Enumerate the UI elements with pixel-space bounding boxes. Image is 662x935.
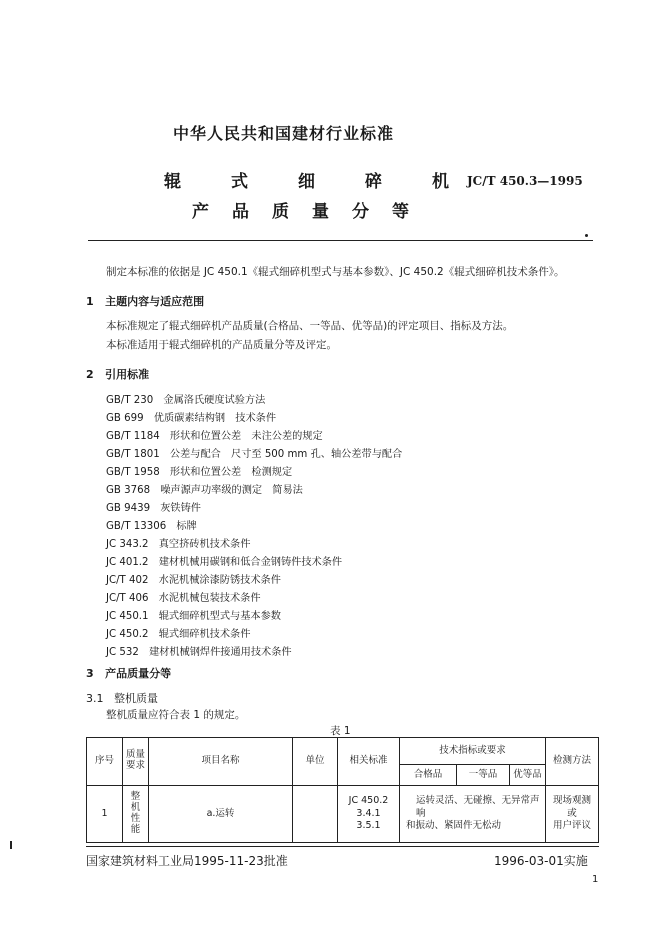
- intro-paragraph: 制定本标准的依据是 JC 450.1《辊式细碎机型式与基本参数》、JC 450.2《辊式细碎机技术条件》。: [106, 266, 565, 278]
- cell-unit: [293, 786, 338, 843]
- section-1-paragraph-2: 本标准适用于辊式细碎机的产品质量分等及评定。: [106, 339, 337, 351]
- section-3-heading: [86, 665, 171, 681]
- section-title: 主题内容与适应范围: [105, 295, 205, 308]
- reference-item: GB 699 优质碳素结构钢 技术条件: [106, 413, 277, 424]
- header-divider-dot: [585, 234, 588, 237]
- title-char: 质: [272, 202, 289, 222]
- page-number: 1: [592, 874, 599, 885]
- standard-org-title: 中华人民共和国建材行业标准: [173, 124, 395, 143]
- cell-std-line: 3.5.1: [356, 820, 381, 832]
- title-char: 辊: [164, 172, 181, 192]
- title-char: 分: [352, 202, 369, 222]
- section-number: 3: [86, 667, 94, 680]
- implementation-date: 1996-03-01实施: [494, 854, 588, 868]
- reference-item: JC 343.2 真空挤砖机技术条件: [106, 539, 251, 550]
- cell-tech-line: 和振动、紧固件无松动: [406, 820, 502, 832]
- title-char: 碎: [365, 172, 382, 192]
- reference-item: GB/T 1184 形状和位置公差 未注公差的规定: [106, 431, 323, 442]
- cell-req: [123, 786, 149, 843]
- cell-method: [546, 786, 599, 843]
- table-caption: 表 1: [330, 725, 351, 737]
- title-char: 机: [432, 172, 449, 192]
- reference-item: GB/T 230 金属洛氏硬度试验方法: [106, 395, 266, 406]
- reference-item: JC 401.2 建材机械用碳钢和低合金钢铸件技术条件: [106, 557, 343, 568]
- header-grade-pass: 合格品: [400, 765, 457, 786]
- cell-std: [338, 786, 400, 843]
- cell-method-line: 或: [567, 807, 577, 819]
- section-1-heading: [86, 293, 204, 309]
- subsection-number: 3.1: [86, 692, 104, 705]
- header-seq: 序号: [87, 738, 123, 786]
- margin-mark: [10, 841, 12, 849]
- title-char: 细: [298, 172, 315, 192]
- title-char: 等: [392, 202, 409, 222]
- cell-method-line: 用户评议: [553, 820, 592, 832]
- reference-item: GB/T 13306 标牌: [106, 521, 197, 532]
- reference-item: GB 9439 灰铁铸件: [106, 503, 201, 514]
- section-title: 引用标准: [105, 368, 150, 381]
- table-row: [87, 786, 599, 843]
- header-tech: 技术指标或要求: [400, 738, 546, 765]
- title-char: 品: [232, 202, 249, 222]
- section-number: 1: [86, 295, 94, 308]
- reference-item: JC/T 402 水泥机械涂漆防锈技术条件: [106, 575, 281, 586]
- cell-req-text: 整机性能: [130, 790, 141, 835]
- header-grade-excellent: 优等品: [510, 765, 546, 786]
- reference-item: JC 532 建材机械钢焊件接通用技术条件: [106, 647, 292, 658]
- header-unit: 单位: [293, 738, 338, 786]
- section-2-heading: [86, 366, 149, 382]
- cell-method-line: 现场观测: [553, 795, 592, 807]
- cell-std-line: 3.4.1: [356, 807, 381, 819]
- title-char: 式: [231, 172, 248, 192]
- cell-tech-line: 运转灵活、无碰擦、无异常声响: [416, 795, 540, 819]
- subsection-3-1-heading: [86, 690, 158, 706]
- header-std: 相关标准: [338, 738, 400, 786]
- title-char: 量: [312, 202, 329, 222]
- cell-item: a.运转: [149, 786, 293, 843]
- approval-note: 国家建筑材料工业局1995-11-23批准: [86, 854, 288, 868]
- footer-divider: [86, 846, 599, 847]
- subsection-3-1-text: 整机质量应符合表 1 的规定。: [106, 709, 246, 721]
- quality-table: [86, 737, 599, 843]
- cell-std-line: JC 450.2: [348, 795, 389, 807]
- header-method: 检测方法: [546, 738, 599, 786]
- reference-item: GB/T 1958 形状和位置公差 检测规定: [106, 467, 293, 478]
- header-divider: [88, 240, 593, 241]
- document-title-line-1: [164, 167, 449, 192]
- title-char: 产: [192, 202, 209, 222]
- document-title-line-2: [192, 197, 409, 222]
- standard-code: JC/T 450.3—1995: [467, 174, 583, 188]
- cell-tech: [400, 786, 546, 843]
- header-req-text: 质量要求: [125, 749, 145, 772]
- subsection-title: 整机质量: [114, 692, 158, 705]
- reference-item: GB 3768 噪声源声功率级的测定 简易法: [106, 485, 303, 496]
- cell-seq: 1: [87, 786, 123, 843]
- reference-item: JC/T 406 水泥机械包装技术条件: [106, 593, 261, 604]
- reference-item: GB/T 1801 公差与配合 尺寸至 500 mm 孔、轴公差带与配合: [106, 449, 403, 460]
- reference-item: JC 450.2 辊式细碎机技术条件: [106, 629, 251, 640]
- section-number: 2: [86, 368, 94, 381]
- header-req: [123, 738, 149, 786]
- reference-item: JC 450.1 辊式细碎机型式与基本参数: [106, 611, 281, 622]
- header-grade-first: 一等品: [457, 765, 510, 786]
- section-1-paragraph-1: 本标准规定了辊式细碎机产品质量(合格品、一等品、优等品)的评定项目、指标及方法。: [106, 320, 514, 332]
- section-title: 产品质量分等: [105, 667, 172, 680]
- header-item: 项目名称: [149, 738, 293, 786]
